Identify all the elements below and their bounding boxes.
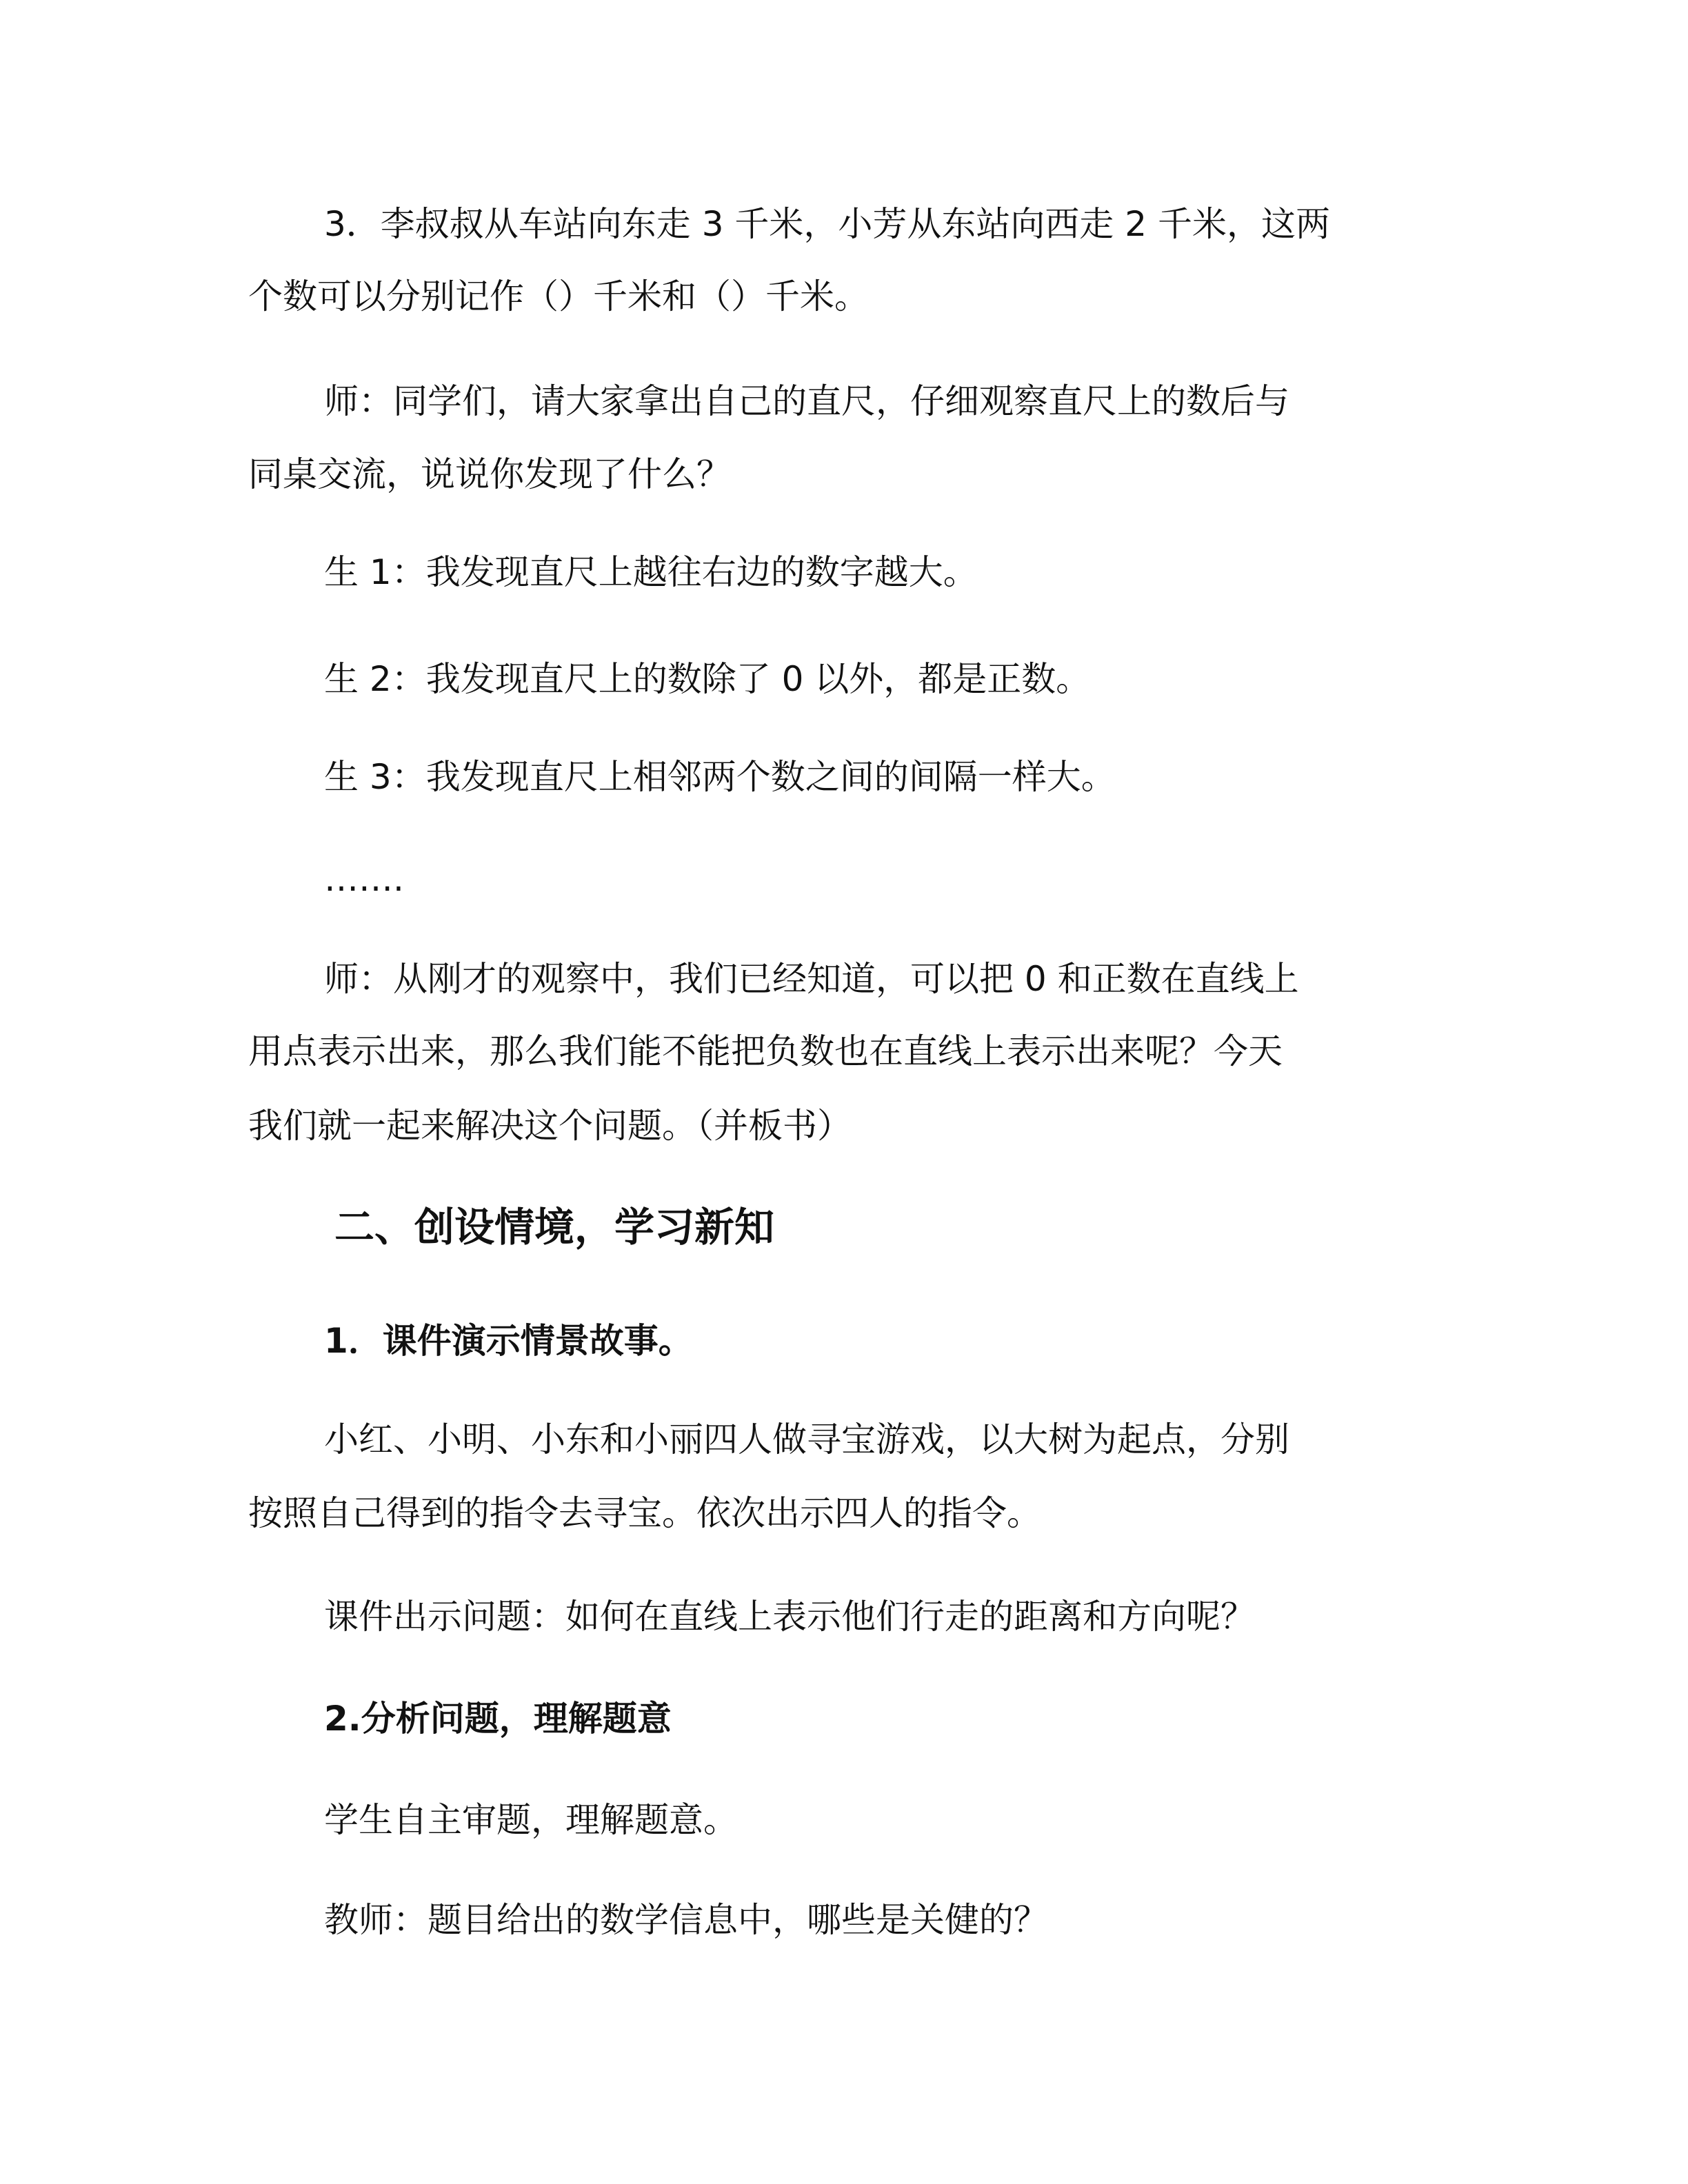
paragraph-2-line-2: 同桌交流，说说你发现了什么？ — [248, 454, 731, 494]
paragraph-11-line-1: 教师：题目给出的数学信息中，哪些是关健的？ — [324, 1900, 1048, 1940]
paragraph-8-line-1: 小红、小明、小东和小丽四人做寻宝游戏，以大树为起点，分别 — [324, 1419, 1289, 1459]
paragraph-1-line-1: 3．李叔叔从车站向东走 3 千米，小芳从东站向西走 2 千米，这两 — [324, 204, 1331, 244]
section-heading: 二、创设情境，学习新知 — [334, 1204, 775, 1251]
paragraph-4-line-1: 生 2：我发现直尺上的数除了 0 以外，都是正数。 — [324, 659, 1091, 699]
paragraph-6-line-1: ……. — [324, 859, 404, 899]
paragraph-5-line-1: 生 3：我发现直尺上相邻两个数之间的间隔一样大。 — [324, 757, 1116, 797]
paragraph-10-line-1: 学生自主审题，理解题意。 — [324, 1800, 738, 1840]
paragraph-7-line-3: 我们就一起来解决这个问题。（并板书） — [248, 1106, 852, 1146]
subheading-2: 2.分析问题，理解题意 — [324, 1699, 672, 1739]
subheading-1: 1．课件演示情景故事。 — [324, 1321, 693, 1361]
paragraph-7-line-2: 用点表示出来，那么我们能不能把负数也在直线上表示出来呢？今天 — [248, 1031, 1283, 1071]
paragraph-2-line-1: 师：同学们，请大家拿出自己的直尺，仔细观察直尺上的数后与 — [324, 381, 1289, 421]
paragraph-3-line-1: 生 1：我发现直尺上越往右边的数字越大。 — [324, 552, 978, 592]
paragraph-8-line-2: 按照自己得到的指令去寻宝。依次出示四人的指令。 — [248, 1493, 1041, 1533]
paragraph-1-line-2: 个数可以分别记作（）千米和（）千米。 — [248, 276, 869, 316]
paragraph-9-line-1: 课件出示问题：如何在直线上表示他们行走的距离和方向呢？ — [324, 1597, 1255, 1637]
paragraph-7-line-1: 师：从刚才的观察中，我们已经知道，可以把 0 和正数在直线上 — [324, 959, 1299, 999]
